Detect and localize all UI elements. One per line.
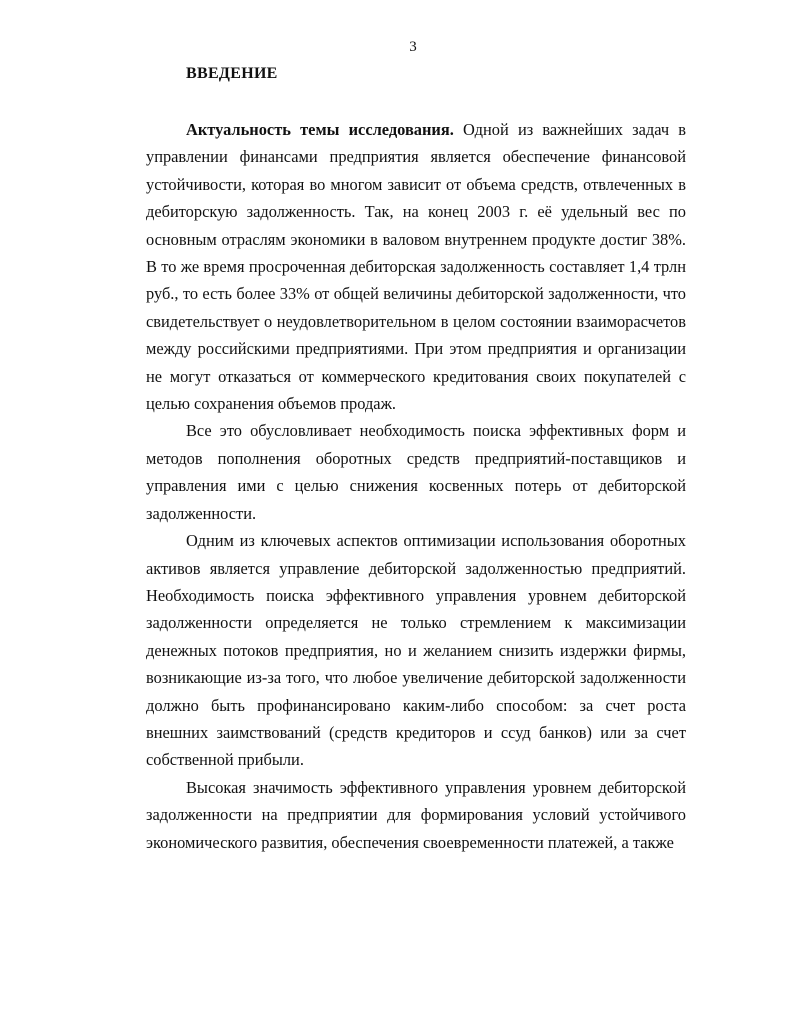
- paragraph-significance: Высокая значимость эффективного управления уровнем дебиторской задолженности на предприятии для формирования условий устойчивого экономического развития, обеспечения своевременности платежей, а также: [146, 777, 686, 852]
- paragraph-text: Одной из важнейших задач в управлении финансами предприятия является обеспечение финансовой устойчивости, которая во многом зависит от объема средств, отвлеченных в дебиторскую задолженность. Так, на конец 2003 г. её удельный вес по основным отраслям экономики в валовом внутреннем продукте достиг 38%. В то же время просроченная дебиторская задолженность составляет 1,4 трлн руб., то есть более 33% от общей величины дебиторской задолженности, что свидетельствует о неудовлетворительном в целом состоянии взаиморасчетов между российскими предприятиями. При этом предприятия и организации не могут отказаться от коммерческого кредитования своих покупателей с целью сохранения объемов продаж.: [146, 120, 686, 414]
- body-text: [146, 116, 686, 856]
- section-heading: ВВЕДЕНИЕ: [186, 65, 278, 82]
- page-number: 3: [409, 39, 417, 55]
- paragraph-relevance: [146, 116, 686, 417]
- paragraph-necessity: Все это обусловливает необходимость поиска эффективных форм и методов пополнения оборотных средств предприятий-поставщиков и управления ими с целью снижения косвенных потерь от дебиторской задолженности.: [146, 421, 686, 523]
- paragraph-lead: Актуальность темы исследования.: [186, 120, 454, 139]
- paragraph-key-aspects: Одним из ключевых аспектов оптимизации использования оборотных активов является управление дебиторской задолженностью предприятий. Необходимость поиска эффективного управления уровнем дебиторской задолженности определяется не только стремлением к максимизации денежных потоков предприятия, но и желанием снизить издержки фирмы, возникающие из-за того, что любое увеличение дебиторской задолженности должно быть профинансировано каким-либо способом: за счет роста внешних заимствований (средств кредиторов и ссуд банков) или за счет собственной прибыли.: [146, 531, 686, 770]
